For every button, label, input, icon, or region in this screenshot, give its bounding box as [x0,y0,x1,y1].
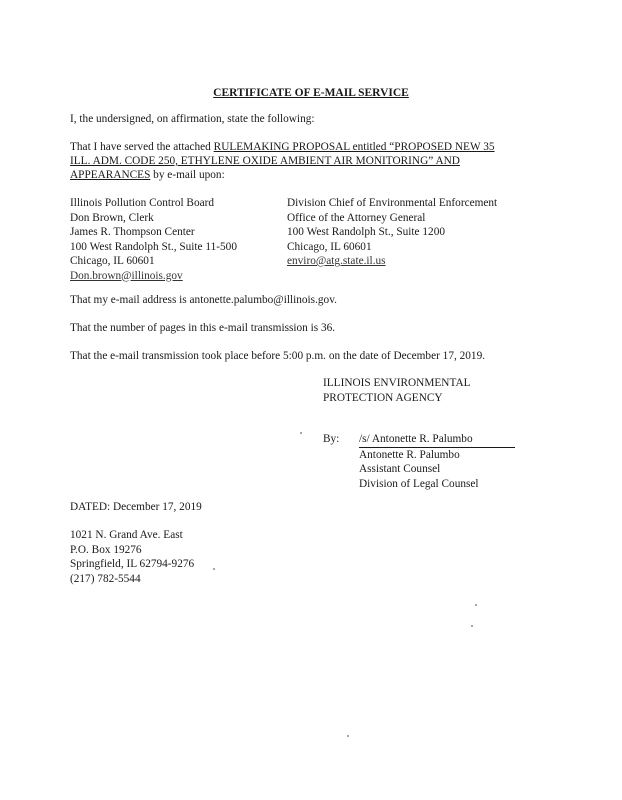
served-statement [70,140,495,155]
signer-title: Assistant Counsel [359,463,441,475]
recipient-line: Chicago, IL 60601 [70,255,155,267]
agency-line: ILLINOIS ENVIRONMENTAL [323,377,471,389]
agency-address [70,528,194,586]
time-statement: That the e-mail transmission took place before 5:00 p.m. on the date of December 17, 2019. [70,350,486,362]
email-statement: That my e-mail address is antonette.palumbo@illinois.gov. [70,294,337,306]
address-line: Springfield, IL 62794-9276 [70,558,195,570]
served-document-title-2: ILL. ADM. CODE 250, ETHYLENE OXIDE AMBIENT AIR MONITORING” AND [70,155,460,167]
recipient-email-link[interactable]: enviro@atg.state.il.us [287,255,386,267]
intro-statement: I, the undersigned, on affirmation, state the following: [70,113,315,125]
recipient-pcb [70,196,237,283]
recipient-ag [287,196,497,269]
scan-speck [213,568,215,570]
served-prefix: That I have served the attached [70,141,214,153]
served-line-3 [70,168,225,183]
scan-speck [300,432,302,434]
agency-line: PROTECTION AGENCY [323,391,443,404]
recipient-line: Don Brown, Clerk [70,211,154,224]
recipient-line: James R. Thompson Center [70,226,195,238]
signature-block [359,432,515,491]
recipient-line: Chicago, IL 60601 [287,240,372,253]
address-line: P.O. Box 19276 [70,543,142,556]
scan-speck [471,625,473,627]
recipient-line: Office of the Attorney General [287,211,426,224]
recipient-line: 100 West Randolph St., Suite 11-500 [70,240,237,253]
signature-by-label: By: [323,433,340,445]
recipient-line: 100 West Randolph St., Suite 1200 [287,226,445,238]
signer-division: Division of Legal Counsel [359,477,479,490]
address-line: (217) 782-5544 [70,572,141,585]
recipient-line: Illinois Pollution Control Board [70,197,215,209]
address-line: 1021 N. Grand Ave. East [70,529,183,541]
signer-name: Antonette R. Palumbo [359,448,460,461]
scan-speck [347,735,349,737]
scan-speck [475,604,477,606]
dated-line: DATED: December 17, 2019 [70,501,202,513]
served-appearances: APPEARANCES [70,169,151,181]
recipient-email-link[interactable]: Don.brown@illinois.gov [70,269,183,282]
page-title: CERTIFICATE OF E-MAIL SERVICE [213,87,409,99]
agency-name [323,376,471,405]
served-document-title-1: RULEMAKING PROPOSAL entitled “PROPOSED NEW 35 [213,141,495,153]
pages-statement: That the number of pages in this e-mail transmission is 36. [70,322,336,334]
signature-line: /s/ Antonette R. Palumbo [359,432,515,448]
served-suffix: by e-mail upon: [150,169,225,181]
recipient-line: Division Chief of Environmental Enforcement [287,197,498,209]
